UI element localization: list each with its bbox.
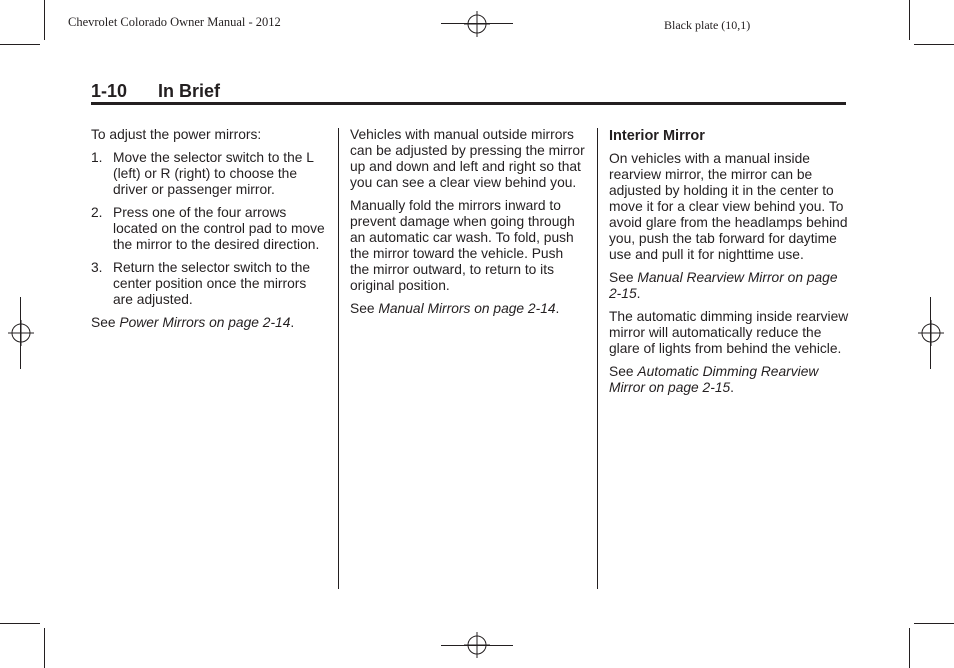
cross-reference-link[interactable]: Manual Rearview Mirror on page 2-15 [609, 270, 838, 301]
see-prefix: See [609, 270, 638, 285]
section-heading [91, 80, 846, 102]
registration-line-right [930, 297, 931, 369]
see-suffix: . [290, 315, 295, 330]
registration-mark-left-icon [8, 320, 34, 346]
crop-mark-bottom-right-v [909, 628, 910, 668]
manual-title: Chevrolet Colorado Owner Manual - 2012 [68, 15, 281, 29]
crop-mark-top-left-v [44, 0, 45, 40]
step-text: Press one of the four arrows located on the control pad to move the mirror to the desired direction. [113, 205, 325, 252]
crop-mark-top-right-v [909, 0, 910, 40]
auto-dimming-text: The automatic dimming inside rearview mirror will automatically reduce the glare of lights from behind the vehicle. [609, 309, 849, 356]
registration-line-left [20, 297, 21, 369]
see-reference [91, 315, 327, 331]
section-title: In Brief [158, 81, 221, 101]
column-divider-2 [597, 128, 598, 589]
step-text: Return the selector switch to the center position once the mirrors are adjusted. [113, 260, 311, 307]
list-item [91, 260, 327, 308]
crop-mark-top-left-h [0, 44, 40, 45]
registration-mark-top-icon [464, 11, 490, 37]
fold-mirrors-text: Manually fold the mirrors inward to prevent damage when going through an automatic car wash. To fold, push the mirror toward the vehicle. Push the mirror outward, to return to its original position. [350, 198, 575, 293]
see-suffix: . [730, 380, 735, 395]
intro-text: To adjust the power mirrors: [91, 127, 262, 142]
step-number: 3. [91, 260, 103, 275]
crop-mark-bottom-right-h [914, 623, 954, 624]
registration-mark-right-icon [918, 320, 944, 346]
cross-reference-link[interactable]: Power Mirrors on page 2-14 [119, 315, 291, 330]
plate-label: Black plate (10,1) [664, 18, 751, 32]
see-prefix: See [91, 315, 120, 330]
see-suffix: . [636, 286, 641, 301]
column-divider-1 [338, 128, 339, 589]
see-reference [609, 364, 849, 396]
crop-mark-top-right-h [914, 44, 954, 45]
section-number: 1-10 [91, 81, 128, 101]
cross-reference-link[interactable]: Automatic Dimming Rearview Mirror on page 2-15 [609, 364, 819, 395]
manual-inside-mirror-text: On vehicles with a manual inside rearview mirror, the mirror can be adjusted by holding it in the center to move it for a clear view behind you. To avoid glare from the headlamps behind you, push the tab forward for daytime use and pull it for nighttime use. [609, 151, 848, 262]
steps-list [91, 150, 327, 308]
see-reference [350, 301, 586, 317]
column-1 [91, 127, 327, 338]
crop-mark-bottom-left-h [0, 623, 40, 624]
cross-reference-link[interactable]: Manual Mirrors on page 2-14 [378, 301, 556, 316]
registration-line-bottom [441, 645, 513, 646]
list-item [91, 150, 327, 198]
subsection-heading: Interior Mirror [609, 128, 705, 144]
see-prefix: See [350, 301, 379, 316]
see-prefix: See [609, 364, 638, 379]
step-text: Move the selector switch to the L (left) or R (right) to choose the driver or passenger mirror. [113, 150, 314, 197]
manual-mirrors-text: Vehicles with manual outside mirrors can be adjusted by pressing the mirror up and down and left and right so that you can see a clear view behind you. [350, 127, 585, 190]
list-item [91, 205, 327, 253]
crop-mark-bottom-left-v [44, 628, 45, 668]
registration-line-top [441, 23, 513, 24]
heading-rule [91, 102, 846, 105]
step-number: 1. [91, 150, 103, 165]
column-3 [609, 127, 849, 403]
see-suffix: . [555, 301, 560, 316]
see-reference [609, 270, 849, 302]
step-number: 2. [91, 205, 103, 220]
column-2 [350, 127, 586, 324]
